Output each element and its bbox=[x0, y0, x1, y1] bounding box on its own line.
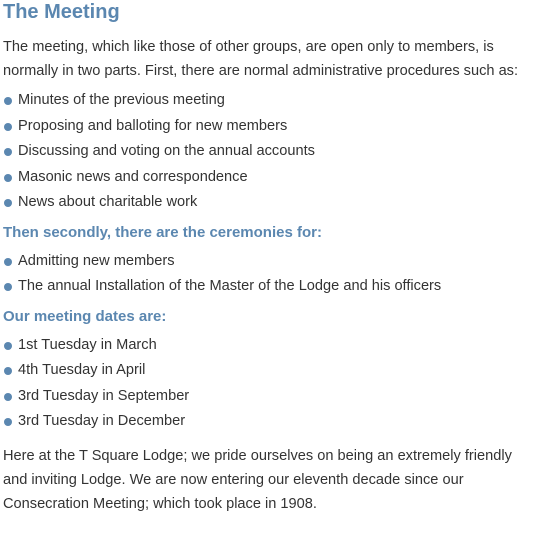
list-item-text: Proposing and balloting for new members bbox=[18, 117, 288, 134]
list-item bbox=[3, 358, 540, 384]
ceremonies-heading: Then secondly, there are the ceremonies for: bbox=[3, 223, 322, 241]
bullet-icon bbox=[4, 258, 12, 266]
meeting-dates-list bbox=[3, 333, 540, 435]
list-item-text: Masonic news and correspondence bbox=[18, 168, 248, 185]
bullet-icon bbox=[4, 97, 12, 105]
meeting-dates-heading: Our meeting dates are: bbox=[3, 307, 167, 325]
bullet-icon bbox=[4, 393, 12, 401]
admin-procedures-list bbox=[3, 88, 540, 216]
bullet-icon bbox=[4, 283, 12, 291]
bullet-icon bbox=[4, 123, 12, 131]
list-item-text: The annual Installation of the Master of the Lodge and his officers bbox=[18, 278, 442, 294]
bullet-icon bbox=[4, 174, 12, 182]
list-item-text: 3rd Tuesday in September bbox=[18, 387, 190, 404]
list-item bbox=[3, 190, 540, 216]
list-item bbox=[3, 274, 540, 300]
bullet-icon bbox=[4, 199, 12, 207]
list-item-text: News about charitable work bbox=[18, 194, 198, 210]
page-title: The Meeting bbox=[3, 1, 120, 23]
list-item bbox=[3, 114, 540, 140]
list-item bbox=[3, 333, 540, 359]
list-item-text: Admitting new members bbox=[18, 252, 175, 269]
closing-paragraph: Here at the T Square Lodge; we pride ourselves on being an extremely friendly and inviting Lodge. We are now entering our eleventh decade since our Consecration Meeting; which took place in 1908. bbox=[3, 447, 512, 512]
bullet-icon bbox=[4, 342, 12, 350]
ceremonies-list bbox=[3, 249, 540, 300]
list-item bbox=[3, 409, 540, 435]
list-item-text: 3rd Tuesday in December bbox=[18, 413, 186, 429]
list-item bbox=[3, 88, 540, 114]
bullet-icon bbox=[4, 367, 12, 375]
bullet-icon bbox=[4, 148, 12, 156]
list-item-text: 1st Tuesday in March bbox=[18, 336, 157, 353]
bullet-icon bbox=[4, 418, 12, 426]
list-item bbox=[3, 165, 540, 191]
list-item-text: 4th Tuesday in April bbox=[18, 362, 146, 378]
list-item bbox=[3, 249, 540, 275]
list-item bbox=[3, 139, 540, 165]
intro-paragraph: The meeting, which like those of other groups, are open only to members, is normally in two parts. First, there are normal administrative procedures such as: bbox=[3, 39, 519, 79]
list-item-text: Discussing and voting on the annual accounts bbox=[18, 143, 315, 159]
list-item-text: Minutes of the previous meeting bbox=[18, 92, 225, 108]
list-item bbox=[3, 384, 540, 410]
